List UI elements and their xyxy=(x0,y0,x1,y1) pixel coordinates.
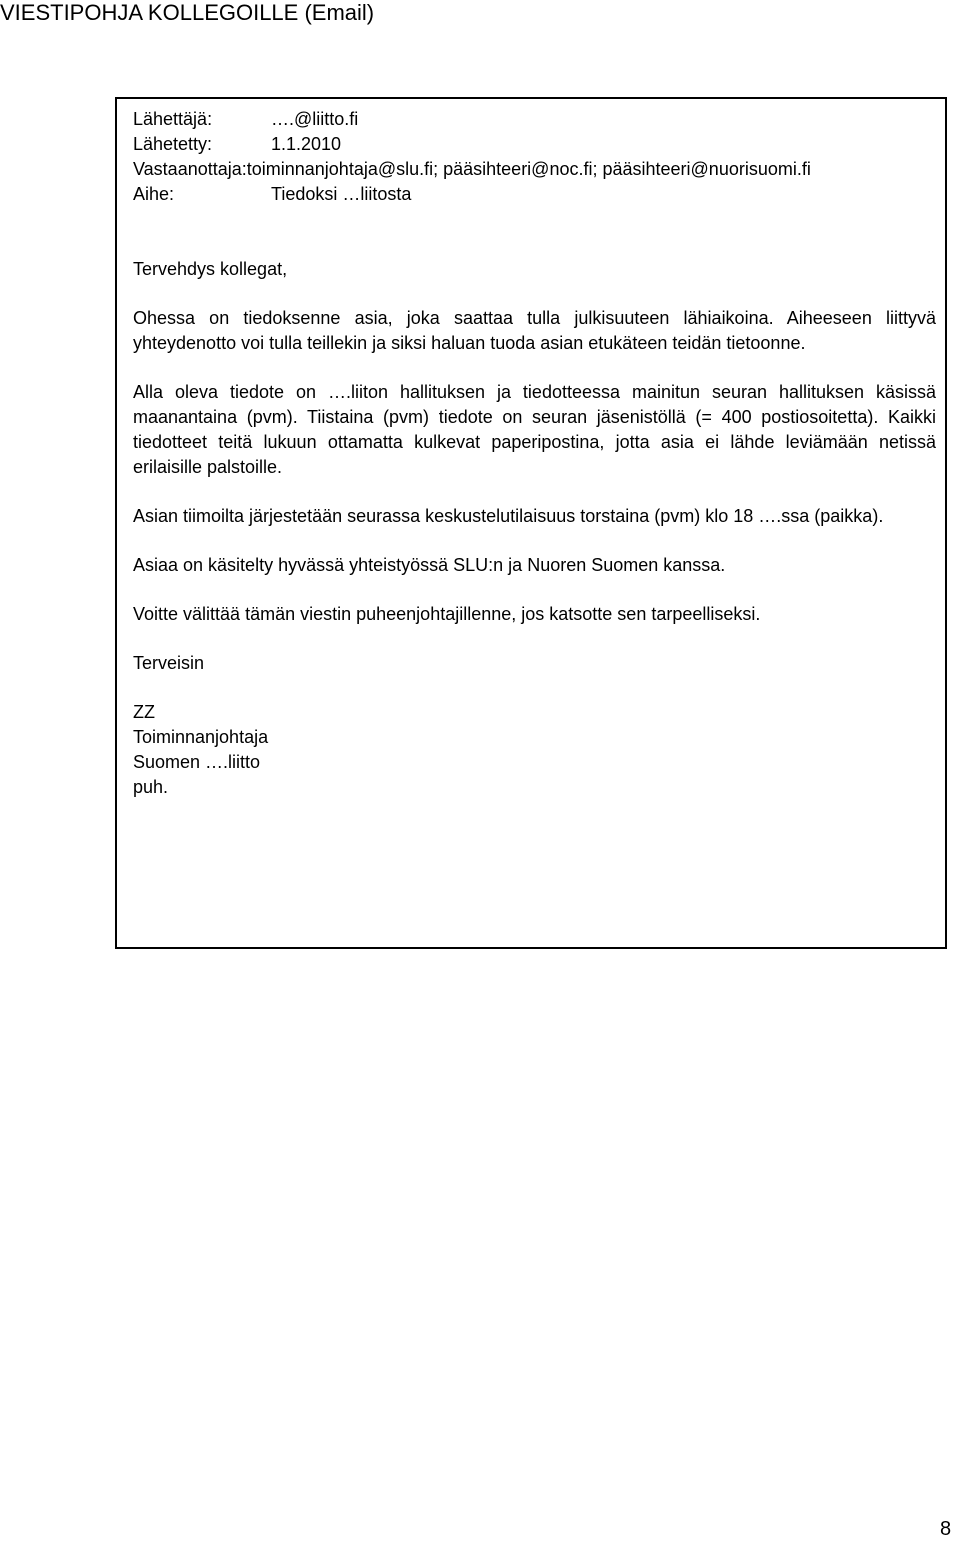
signature-name: ZZ xyxy=(133,702,155,722)
body-paragraph-4: Asiaa on käsitelty hyvässä yhteistyössä SLU:n ja Nuoren Suomen kanssa. xyxy=(133,555,726,575)
to-value: toiminnanjohtaja@slu.fi; pääsihteeri@noc.fi; pääsihteeri@nuorisuomi.fi xyxy=(246,159,811,179)
body-paragraph-3: Asian tiimoilta järjestetään seurassa keskustelutilaisuus torstaina (pvm) klo 18 ….ssa (paikka). xyxy=(133,506,884,526)
body-paragraph-1: Ohessa on tiedoksenne asia, joka saattaa tulla julkisuuteen lähiaikoina. Aiheeseen liittyvä yhteydenotto voi tulla teillekin ja siksi haluan tuoda asian etukäteen teidän tietoonne. xyxy=(133,308,936,353)
email-template-box xyxy=(115,97,947,949)
page-title: VIESTIPOHJA KOLLEGOILLE (Email) xyxy=(0,0,375,25)
page-number: 8 xyxy=(940,1518,952,1540)
sent-value: 1.1.2010 xyxy=(271,134,342,154)
sent-label: Lähetetty: xyxy=(133,134,213,154)
subject-label: Aihe: xyxy=(133,184,175,204)
header-subject-row xyxy=(133,182,936,207)
to-label: Vastaanottaja: xyxy=(133,159,247,179)
signature-title: Toiminnanjohtaja xyxy=(133,727,269,747)
greeting: Tervehdys kollegat, xyxy=(133,259,288,279)
signature-block xyxy=(133,700,936,800)
closing: Terveisin xyxy=(133,653,205,673)
body-paragraph-2: Alla oleva tiedote on ….liiton hallituksen ja tiedotteessa mainitun seuran hallituksen käsissä maanantaina (pvm). Tiistaina (pvm) tiedote on seuran jäsenistöllä (= 400 postiosoitetta). Kaikki tiedotteet teitä lukuun ottamatta kulkevat paperipostina, jotta asia ei lähde leviämään netissä erilaisille palstoille. xyxy=(133,382,936,477)
signature-phone: puh. xyxy=(133,777,169,797)
signature-organization: Suomen ….liitto xyxy=(133,752,261,772)
from-label: Lähettäjä: xyxy=(133,109,213,129)
header-sent-row xyxy=(133,132,936,157)
header-to-row xyxy=(133,157,936,182)
body-paragraph-5: Voitte välittää tämän viestin puheenjohtajillenne, jos katsotte sen tarpeelliseksi. xyxy=(133,604,761,624)
from-value: ….@liitto.fi xyxy=(271,109,359,129)
header-from-row xyxy=(133,107,936,132)
subject-value: Tiedoksi …liitosta xyxy=(271,184,412,204)
email-content xyxy=(133,107,936,800)
